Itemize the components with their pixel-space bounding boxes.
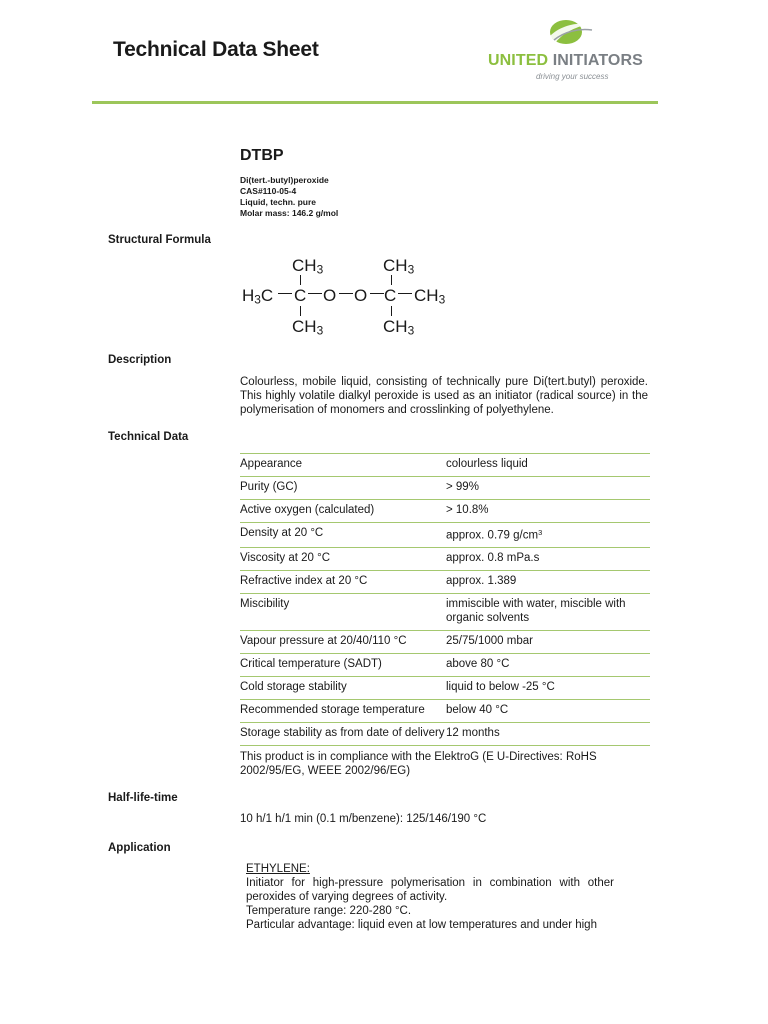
section-half-life: Half-life-time bbox=[108, 792, 178, 804]
carbon-left: C bbox=[294, 286, 307, 305]
section-description: Description bbox=[108, 354, 172, 366]
header-divider bbox=[92, 101, 658, 104]
application-heading: ETHYLENE: bbox=[246, 863, 310, 875]
bond-line bbox=[278, 293, 292, 294]
technical-data-table bbox=[240, 453, 650, 746]
property-cell: Miscibility bbox=[240, 594, 446, 631]
oxygen-2: O bbox=[354, 286, 368, 305]
table-row bbox=[240, 548, 650, 571]
logo-name-part2: INITIATORS bbox=[552, 52, 643, 69]
value-cell: > 99% bbox=[446, 477, 650, 500]
bond-line bbox=[391, 275, 392, 285]
table-row bbox=[240, 594, 650, 631]
document-title: Technical Data Sheet bbox=[113, 38, 319, 61]
carbon-right: C bbox=[384, 286, 397, 305]
section-technical-data: Technical Data bbox=[108, 431, 189, 443]
company-logo bbox=[488, 18, 658, 88]
property-cell: Vapour pressure at 20/40/110 °C bbox=[240, 631, 446, 654]
logo-tagline: driving your success bbox=[536, 72, 609, 81]
table-row bbox=[240, 571, 650, 594]
bond-line bbox=[398, 293, 412, 294]
product-properties bbox=[240, 175, 338, 219]
value-cell: approx. 0.8 mPa.s bbox=[446, 548, 650, 571]
methyl-right: $CH_3$ bbox=[414, 286, 446, 307]
section-application: Application bbox=[108, 842, 171, 854]
bond-line bbox=[300, 306, 301, 316]
application-line: Initiator for high-pressure polymerisation in combination with other peroxides of varying degrees of activity. bbox=[246, 877, 614, 903]
table-row bbox=[240, 454, 650, 477]
property-cell: Active oxygen (calculated) bbox=[240, 500, 446, 523]
property-cell: Cold storage stability bbox=[240, 677, 446, 700]
property-line: CAS#110-05-4 bbox=[240, 186, 297, 196]
value-cell: below 40 °C bbox=[446, 700, 650, 723]
compliance-text: This product is in compliance with the ElektroG (E U-Directives: RoHS 2002/95/EG, WEEE 2002/96/EG) bbox=[240, 751, 597, 777]
bond-line bbox=[339, 293, 353, 294]
value-cell: approx. 0.79 $g/cm^3$ bbox=[446, 523, 650, 548]
bond-line bbox=[370, 293, 384, 294]
property-cell: Storage stability as from date of delivery bbox=[240, 723, 446, 746]
property-cell: Critical temperature (SADT) bbox=[240, 654, 446, 677]
product-name: DTBP bbox=[240, 147, 284, 164]
logo-swoosh-icon bbox=[544, 18, 594, 50]
property-cell: Appearance bbox=[240, 454, 446, 477]
logo-name bbox=[488, 52, 643, 70]
methyl-bottom-left: $CH_3$ bbox=[292, 317, 324, 338]
property-line: Di(tert.-butyl)peroxide bbox=[240, 175, 329, 185]
logo-name-part1: UNITED bbox=[488, 52, 549, 69]
methyl-top-left: $CH_3$ bbox=[292, 256, 324, 277]
methyl-bottom-right: $CH_3$ bbox=[383, 317, 415, 338]
value-cell: liquid to below -25 °C bbox=[446, 677, 650, 700]
value-cell: > 10.8% bbox=[446, 500, 650, 523]
table-row bbox=[240, 477, 650, 500]
table-row bbox=[240, 677, 650, 700]
table-row bbox=[240, 500, 650, 523]
value-cell: approx. 1.389 bbox=[446, 571, 650, 594]
section-structural-formula: Structural Formula bbox=[108, 234, 211, 246]
property-line: Liquid, techn. pure bbox=[240, 197, 317, 207]
structural-formula bbox=[238, 252, 458, 342]
property-cell: Recommended storage temperature bbox=[240, 700, 446, 723]
half-life-text: 10 h/1 h/1 min (0.1 m/benzene): 125/146/190 °C bbox=[240, 813, 487, 825]
table-row bbox=[240, 723, 650, 746]
value-cell: 25/75/1000 mbar bbox=[446, 631, 650, 654]
table-row bbox=[240, 631, 650, 654]
property-cell: Purity (GC) bbox=[240, 477, 446, 500]
methyl-top-right: $CH_3$ bbox=[383, 256, 415, 277]
property-cell: Refractive index at 20 °C bbox=[240, 571, 446, 594]
oxygen-1: O bbox=[323, 286, 337, 305]
table-row bbox=[240, 700, 650, 723]
application-text bbox=[246, 862, 614, 932]
value-cell: above 80 °C bbox=[446, 654, 650, 677]
table-row bbox=[240, 523, 650, 548]
description-text: Colourless, mobile liquid, consisting of technically pure Di(tert.butyl) peroxide. This highly volatile dialkyl peroxide is used as an initiator (radical source) in the polymerisation of monomers and crosslinking of polyethylene. bbox=[240, 376, 648, 416]
value-cell: immiscible with water, miscible with organic solvents bbox=[446, 594, 650, 631]
table-row bbox=[240, 654, 650, 677]
value-cell: 12 months bbox=[446, 723, 650, 746]
property-cell: Viscosity at 20 °C bbox=[240, 548, 446, 571]
methyl-left: $H_3C$ bbox=[242, 286, 274, 307]
bond-line bbox=[391, 306, 392, 316]
application-line: Particular advantage: liquid even at low temperatures and under high bbox=[246, 919, 597, 931]
bond-line bbox=[308, 293, 322, 294]
property-line: Molar mass: 146.2 g/mol bbox=[240, 208, 339, 218]
bond-line bbox=[300, 275, 301, 285]
property-cell: Density at 20 °C bbox=[240, 523, 446, 548]
value-cell: colourless liquid bbox=[446, 454, 650, 477]
application-line: Temperature range: 220-280 °C. bbox=[246, 905, 412, 917]
